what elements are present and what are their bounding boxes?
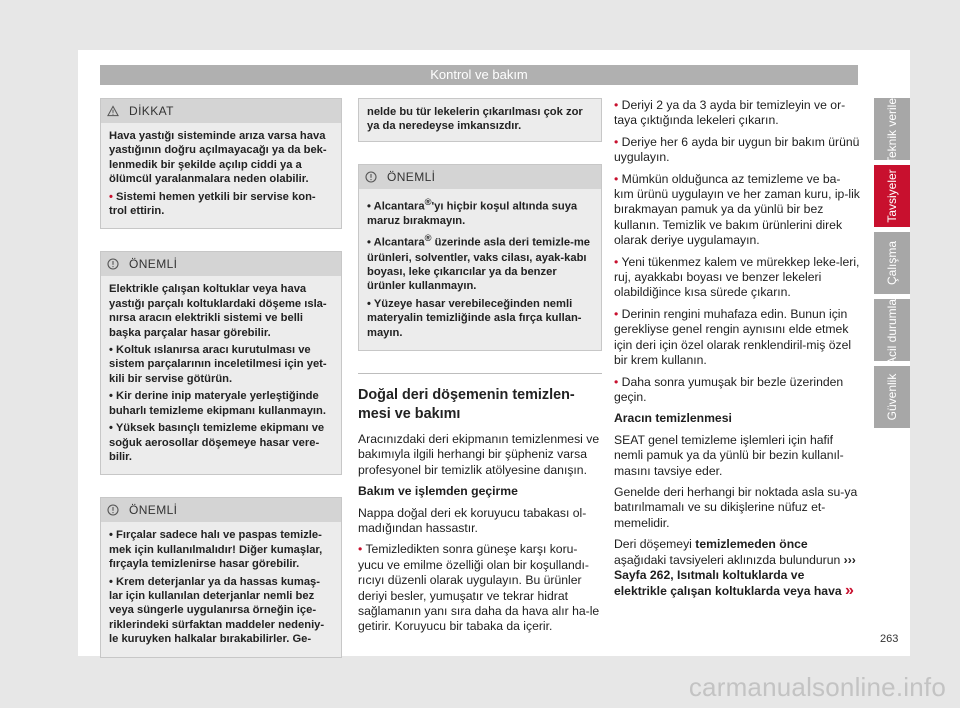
continue-arrow-icon: » xyxy=(845,582,854,600)
tab-teknik-veriler[interactable]: Teknik veriler xyxy=(874,98,910,160)
note-bullet: • Koltuk ıslanırsa aracı kurutulması ve sistem parçalarının inceletilmesi için yet-kili bir servise götürün. xyxy=(109,344,327,385)
bullet-icon: • xyxy=(614,306,619,321)
note-bullet: • Yüksek basınçlı temizleme ekipmanı ve soğuk aerosollar döşemeye hasar vere-bilir. xyxy=(109,422,325,463)
note-box-continuation xyxy=(358,98,602,142)
section-heading: Doğal deri döşemenin temizlen-mesi ve bakımı xyxy=(358,373,602,424)
note-bullet: • Fırçalar sadece halı ve paspas temizle-mek için kullanılmalıdır! Diğer kumaşlar, fırçayla temizlenirse hasar görebilir. xyxy=(109,529,323,571)
list-item: • Yeni tükenmez kalem ve mürekkep leke-leri, ruj, ayakkabı boyası ve benzer lekeleri olabildiğince kısa sürede çıkarın. xyxy=(614,254,860,300)
subheading: Bakım ve işlemden geçirme xyxy=(358,484,518,499)
warning-bullet: • Sistemi hemen yetkili bir servise kon-trol ettirin. xyxy=(109,190,316,218)
note-box-2 xyxy=(100,497,342,657)
column-left xyxy=(100,98,342,680)
list-item: • Daha sonra yumuşak bir bezle üzerinden geçin. xyxy=(614,374,844,404)
paragraph: SEAT genel temizleme işlemleri için hafif nemli pamuk ya da yünlü bir bezin kullanıl-masını tavsiye eder. xyxy=(614,432,844,478)
info-circle-icon xyxy=(107,258,119,270)
bullet-icon: • xyxy=(614,98,619,112)
paragraph: Nappa doğal deri ek koruyucu tabakası ol-madığından hassastır. xyxy=(358,505,587,535)
note-bullet: • Kir derine inip materyale yerleştiğinde buharlı temizleme ekipmanı kullanmayın. xyxy=(109,390,326,417)
warning-box-header xyxy=(101,99,341,123)
page-number: 263 xyxy=(880,633,899,645)
tab-acil-durumlar[interactable]: Acil durumlar xyxy=(874,299,910,361)
list-item: • Deriye her 6 ayda bir uygun bir bakım ürünü uygulayın. xyxy=(614,134,860,165)
warning-label: DİKKAT xyxy=(129,104,174,118)
list-item: • Derinin rengini muhafaza edin. Bunun için gerekliyse genel rengin aynısını elde etmek için deri için özel olarak renklendiril-miş özel bir krem kullanın. xyxy=(614,306,852,368)
warning-box xyxy=(100,98,342,229)
page-reference-link[interactable]: ››› Sayfa 262, Isıtmalı koltuklarda ve elektrikle çalışan koltuklarda veya hava xyxy=(614,552,856,599)
note-bullet: • Krem deterjanlar ya da hassas kumaş-lar için kullanılan deterjanlar nemli bez veya süngerle uygulanırsa örneğin içe-riklerindeki sürfaktan maddeler nedeniy-le kuruyken halkalar bırakabilirler. Ge- xyxy=(109,575,325,646)
warning-triangle-icon xyxy=(107,105,119,117)
paragraph: Deri döşemeyi temizlemeden önce aşağıdaki tavsiyeleri aklınızda bulundurun ››› Sayfa 262, Isıtmalı koltuklarda ve elektrikle çalışan koltuklarda veya hava » xyxy=(614,537,856,600)
watermark: carmanualsonline.info xyxy=(688,672,946,702)
bullet-icon: • xyxy=(614,374,619,389)
note-box-header xyxy=(101,498,341,522)
subheading: Aracın temizlenmesi xyxy=(614,411,732,426)
note-box-1 xyxy=(100,251,342,475)
side-tabs xyxy=(874,93,910,433)
note-text: Elektrikle çalışan koltuklar veya hava yastığı parçalı koltuklardaki döşeme ısla-nırsa aracın elektrikli sistemi ve belli başka parçalar hasar görebilir. xyxy=(109,283,327,339)
column-right xyxy=(614,98,860,606)
tab-tavsiyeler[interactable]: Tavsiyeler xyxy=(874,165,910,227)
note-bullet: • Yüzeye hasar verebileceğinden nemli materyalin temizliğinde asla fırça kullan-mayın. xyxy=(367,297,582,339)
list-item: • Mümkün olduğunca az temizleme ve ba-kım ürünü uygulayın ve her zaman kuru, ip-lik bırakmayan pamuk ya da yünlü bir bez kullanın. Temizlik ve bakım ürünlerini direk olarak deriye uygulamayın. xyxy=(614,171,860,248)
info-circle-icon xyxy=(107,504,119,516)
continuation-text: nelde bu tür lekelerin çıkarılması çok zor ya da neredeyse imkansızdır. xyxy=(367,106,583,133)
intro-paragraph: Aracınızdaki deri ekipmanın temizlenmesi ve bakımıyla ilgili herhangi bir şüpheniz varsa profesyonel bir temizlik atölyesine danışın. xyxy=(358,431,600,477)
info-circle-icon xyxy=(365,171,377,183)
note-label: ÖNEMLİ xyxy=(387,169,436,184)
bullet-icon: • xyxy=(614,171,619,186)
list-item: • Deriyi 2 ya da 3 ayda bir temizleyin ve or-taya çıktığında lekeleri çıkarın. xyxy=(614,98,846,128)
paragraph: Genelde deri herhangi bir noktada asla su-ya batırılmamalı ve su dikişlerine nüfuz et-memelidir. xyxy=(614,484,858,530)
bullet-icon: • xyxy=(614,254,619,269)
bullet-icon: • xyxy=(358,542,363,557)
note-bullet: • Alcantara® üzerinde asla deri temizle-me ürünleri, solventler, vaks cilası, ayak-kabı boyası, leke çıkarıcılar ya da benzer ürünler kullanmayın. xyxy=(367,233,591,293)
note-label: ÖNEMLİ xyxy=(129,503,178,518)
list-item: • Temizledikten sonra güneşe karşı koru-yucu ve emilme özelliği olan bir koşullandı-rıcıyı düzenli olarak uygulayın. Bu ürünler deriyi besler, yumuşatır ve tekrar hidrat sağlamanın yanı sıra daha da hava alır ha-le getirir. Koruyucu bir tabaka da içerir. xyxy=(358,542,600,634)
note-bullet: • Alcantara®'yı hiçbir koşul altında suya maruz bırakmayın. xyxy=(367,196,578,227)
note-label: ÖNEMLİ xyxy=(129,257,178,272)
bullet-icon: • xyxy=(109,190,113,203)
note-box-header xyxy=(101,252,341,276)
bullet-icon: • xyxy=(614,134,619,149)
column-middle xyxy=(358,98,602,641)
tab-calisma[interactable]: Çalışma xyxy=(874,232,910,294)
note-box-3 xyxy=(358,164,602,351)
warning-text: Hava yastığı sisteminde arıza varsa hava yastığının doğru açılmayacağı ya da bek-lenmedik bir şekilde açılıp ciddi ya a ölümcül yaralanmalara neden olabilir. xyxy=(109,130,327,186)
note-box-header xyxy=(359,165,601,189)
tab-guvenlik[interactable]: Güvenlik xyxy=(874,366,910,428)
page-header: Kontrol ve bakım xyxy=(100,65,858,85)
